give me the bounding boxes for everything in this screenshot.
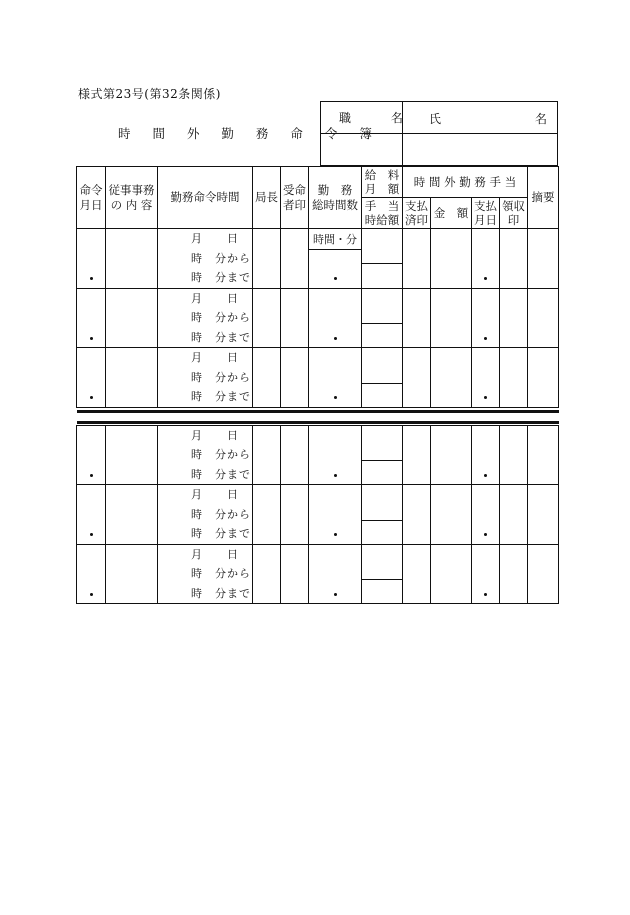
monthly-salary-cell[interactable] [362,348,403,384]
monthly-salary-cell[interactable] [362,288,403,324]
from-time-text: 時 分から [191,448,251,461]
remarks-cell[interactable] [528,544,559,604]
hours-unit-cell [309,229,362,250]
monthly-salary-cell[interactable] [362,544,403,580]
remarks-cell[interactable] [528,229,559,289]
director-seal-cell[interactable] [253,348,281,408]
recipient-seal-cell[interactable] [281,348,309,408]
remarks-cell[interactable] [528,288,559,348]
header-payment-date: 支払 月日 [472,198,500,229]
amount-cell[interactable] [431,485,472,545]
from-time-text: 時 分から [191,370,251,384]
payment-date-cell[interactable] [472,229,500,289]
director-seal-cell[interactable] [253,425,281,485]
hours-separator-dot [334,337,337,340]
hourly-allowance-cell[interactable] [362,383,403,407]
from-time-text: 時 分から [191,507,251,521]
hourly-allowance-cell[interactable] [362,580,403,604]
director-seal-cell[interactable] [253,288,281,348]
amount-cell[interactable] [431,288,472,348]
order-date-cell[interactable] [77,348,106,408]
monthly-salary-cell[interactable] [362,229,403,264]
receipt-seal-cell[interactable] [500,425,528,485]
to-time-text: 時 分まで [191,586,251,600]
month-day-text: 月 日 [191,488,239,501]
header-row-1 [77,167,559,198]
hourly-allowance-cell[interactable] [362,324,403,348]
order-date-cell[interactable] [77,288,106,348]
recipient-seal-cell[interactable] [281,425,309,485]
duty-content-cell[interactable] [106,348,158,408]
payment-date-cell[interactable] [472,544,500,604]
date-separator-dot [484,337,487,340]
hours-separator-dot [334,277,337,280]
recipient-seal-cell[interactable] [281,485,309,545]
monthly-salary-cell[interactable] [362,425,403,461]
remarks-cell[interactable] [528,425,559,485]
duty-content-cell[interactable] [106,425,158,485]
receipt-seal-cell[interactable] [500,544,528,604]
date-separator-dot [90,277,93,280]
total-hours-cell[interactable] [309,544,362,604]
header-monthly-salary: 給 料 月 額 [362,167,403,198]
header-duty-content: 従事事務 の 内 容 [106,167,158,229]
order-time-cell[interactable] [158,288,253,348]
recipient-seal-cell[interactable] [281,229,309,289]
header-order-time: 勤務命令時間 [158,167,253,229]
date-separator-dot [484,593,487,596]
order-date-cell[interactable] [77,485,106,545]
position-label: 職 名 [339,111,421,125]
total-hours-cell[interactable] [309,425,362,485]
to-time-text: 時 分まで [191,467,251,481]
recipient-seal-cell[interactable] [281,288,309,348]
header-remarks: 摘要 [528,167,559,229]
date-separator-dot [484,533,487,536]
name-field[interactable] [403,134,558,166]
receipt-seal-cell[interactable] [500,229,528,289]
remarks-cell[interactable] [528,348,559,408]
month-day-text: 月 日 [191,547,239,561]
month-day-text: 月 日 [191,291,239,305]
form-number: 様式第23号(第32条関係) [78,87,221,101]
order-date-cell[interactable] [77,229,106,289]
date-separator-dot [484,396,487,399]
paid-seal-cell[interactable] [403,544,431,604]
payment-date-cell[interactable] [472,348,500,408]
header-total-hours: 勤 務 総時間数 [309,167,362,229]
page-title: 時 間 外 勤 務 命 令 簿 [118,126,381,141]
director-seal-cell[interactable] [253,229,281,289]
total-hours-cell[interactable] [309,485,362,545]
payment-date-cell[interactable] [472,288,500,348]
paid-seal-cell[interactable] [403,425,431,485]
order-time-cell[interactable] [158,229,253,289]
paid-seal-cell[interactable] [403,348,431,408]
total-hours-cell[interactable] [309,288,362,348]
month-day-text: 月 日 [191,351,239,364]
date-separator-dot [90,593,93,596]
payment-date-cell[interactable] [472,425,500,485]
amount-cell[interactable] [431,425,472,485]
date-separator-dot [484,474,487,477]
double-rule [77,408,559,425]
payment-date-cell[interactable] [472,485,500,545]
month-day-text: 月 日 [191,428,239,442]
order-date-cell[interactable] [77,425,106,485]
position-label-cell [321,102,421,134]
paid-seal-cell[interactable] [403,229,431,289]
hourly-allowance-cell[interactable] [362,263,403,288]
duty-content-cell[interactable] [106,485,158,545]
signature-box [320,101,558,166]
header-director: 局長 [253,167,281,229]
duty-content-cell[interactable] [106,544,158,604]
header-receipt-seal: 領収 印 [500,198,528,229]
director-seal-cell[interactable] [253,544,281,604]
date-separator-dot [90,396,93,399]
from-time-text: 時 分から [191,567,251,580]
to-time-text: 時 分まで [191,390,251,403]
month-day-text: 月 日 [191,232,239,245]
position-field[interactable] [321,134,403,166]
date-separator-dot [484,277,487,280]
duty-content-cell[interactable] [106,288,158,348]
section-separator [77,407,559,425]
from-time-text: 時 分から [191,251,251,265]
order-date-cell[interactable] [77,544,106,604]
order-time-cell[interactable] [158,485,253,545]
order-time-cell[interactable] [158,544,253,604]
header-order-date: 命令 月日 [77,167,106,229]
director-seal-cell[interactable] [253,485,281,545]
entry-row [77,229,559,250]
amount-cell[interactable] [431,348,472,408]
header-amount: 金 額 [431,198,472,229]
to-time-text: 時 分まで [191,527,251,540]
date-separator-dot [90,533,93,536]
overtime-ledger-table [76,166,559,604]
name-label-left: 氏 [429,112,442,126]
header-recipient-seal: 受命 者印 [281,167,309,229]
order-time-cell[interactable] [158,425,253,485]
monthly-salary-cell[interactable] [362,485,403,521]
remarks-cell[interactable] [528,485,559,545]
receipt-seal-cell[interactable] [500,348,528,408]
name-label-cell [403,102,558,134]
header-paid-seal: 支払 済印 [403,198,431,229]
order-time-cell[interactable] [158,348,253,408]
to-time-text: 時 分まで [191,330,251,344]
hours-separator-dot [334,593,337,596]
to-time-text: 時 分まで [191,271,251,284]
amount-cell[interactable] [431,544,472,604]
header-hourly-allowance: 手 当 時給額 [362,198,403,229]
hourly-allowance-cell[interactable] [362,461,403,485]
paid-seal-cell[interactable] [403,288,431,348]
from-time-text: 時 分から [191,311,251,324]
hours-unit-label: 時間・分 [313,232,357,246]
total-hours-cell[interactable] [309,250,362,289]
hours-separator-dot [334,396,337,399]
hours-separator-dot [334,533,337,536]
receipt-seal-cell[interactable] [500,288,528,348]
name-label-right: 名 [534,112,547,126]
duty-content-cell[interactable] [106,229,158,289]
amount-cell[interactable] [431,229,472,289]
receipt-seal-cell[interactable] [500,485,528,545]
hours-separator-dot [334,474,337,477]
recipient-seal-cell[interactable] [281,544,309,604]
total-hours-cell[interactable] [309,348,362,408]
hourly-allowance-cell[interactable] [362,520,403,544]
date-separator-dot [90,474,93,477]
header-overtime-allowance: 時 間 外 勤 務 手 当 [403,167,528,198]
date-separator-dot [90,337,93,340]
paid-seal-cell[interactable] [403,485,431,545]
